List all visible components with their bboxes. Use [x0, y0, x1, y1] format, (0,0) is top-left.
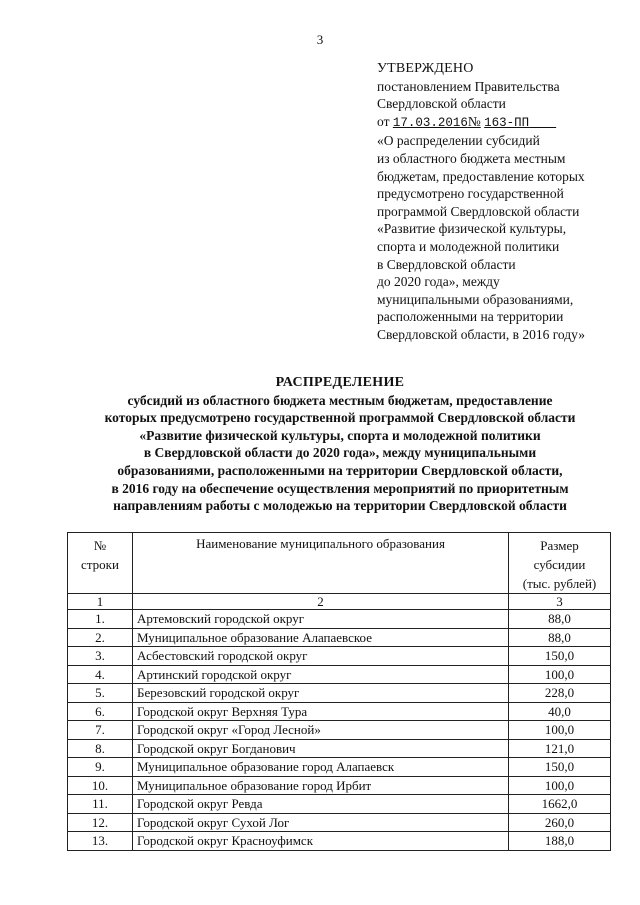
row-number-cell: 10. [68, 776, 133, 795]
column-number-1: 1 [68, 594, 133, 610]
table-row [68, 721, 611, 740]
amount-cell: 260,0 [509, 813, 611, 832]
header-row-number: № строки [68, 533, 133, 594]
approval-body-line: «Развитие физической культуры, [377, 221, 567, 237]
row-number-cell: 6. [68, 702, 133, 721]
approval-date-line [377, 113, 639, 133]
amount-cell: 88,0 [509, 628, 611, 647]
row-number-cell: 3. [68, 647, 133, 666]
row-number-cell: 12. [68, 813, 133, 832]
column-number-2: 2 [133, 594, 509, 610]
row-number-cell: 4. [68, 665, 133, 684]
row-number-cell: 7. [68, 721, 133, 740]
row-number-cell: 5. [68, 684, 133, 703]
municipality-cell: Городской округ Ревда [133, 795, 509, 814]
amount-cell: 150,0 [509, 647, 611, 666]
table-row [68, 739, 611, 758]
municipality-cell: Городской округ Верхняя Тура [133, 702, 509, 721]
table-row [68, 684, 611, 703]
row-number-cell: 2. [68, 628, 133, 647]
title-line: в Свердловской области до 2020 года», между муниципальными [143, 445, 537, 461]
approval-body-line: предусмотрено государственной [377, 186, 564, 202]
amount-cell: 100,0 [509, 776, 611, 795]
page-number: 3 [316, 32, 324, 47]
approval-body-line: спорта и молодежной политики [377, 238, 560, 254]
amount-cell: 150,0 [509, 758, 611, 777]
amount-cell: 100,0 [509, 721, 611, 740]
approval-heading: УТВЕРЖДЕНО [377, 61, 474, 76]
municipality-cell: Муниципальное образование город Ирбит [133, 776, 509, 795]
table-row [68, 776, 611, 795]
municipality-cell: Муниципальное образование Алапаевское [133, 628, 509, 647]
title-line: в 2016 году на обеспечение осуществления мероприятий по приоритетным [111, 480, 569, 496]
title-line: направлениям работы с молодежью на территории Свердловской области [113, 498, 567, 514]
approval-block [377, 60, 639, 344]
approval-body-line: до 2020 года», между [377, 274, 500, 290]
approval-body [377, 132, 639, 343]
approval-date: 17.03.2016 [392, 115, 468, 130]
document-title [60, 374, 620, 515]
municipality-cell: Городской округ «Город Лесной» [133, 721, 509, 740]
amount-cell: 40,0 [509, 702, 611, 721]
approval-line-1: постановлением Правительства [377, 78, 560, 94]
title-line: которых предусмотрено государственной программой Свердловской области [104, 410, 576, 426]
title-subtitle [60, 392, 620, 515]
title-line: субсидий из областного бюджета местным бюджетам, предоставление [127, 392, 553, 408]
row-number-cell: 8. [68, 739, 133, 758]
header-subsidy-amount: Размер субсидии (тыс. рублей) [509, 533, 611, 594]
subsidy-table [67, 532, 611, 851]
municipality-cell: Городской округ Красноуфимск [133, 832, 509, 851]
column-number-3: 3 [509, 594, 611, 610]
approval-line-2: Свердловской области [377, 96, 506, 112]
title-line: образованиями, расположенными на территории Свердловской области, [117, 462, 563, 478]
municipality-cell: Березовский городской округ [133, 684, 509, 703]
approval-body-line: Свердловской области, в 2016 году» [377, 326, 585, 342]
municipality-cell: Артемовский городской округ [133, 610, 509, 629]
table-row [68, 832, 611, 851]
approval-body-line: в Свердловской области [377, 256, 516, 272]
row-number-cell: 1. [68, 610, 133, 629]
table-header-row [68, 533, 611, 594]
table-column-numbers [68, 594, 611, 610]
approval-body-line: из областного бюджета местным [377, 150, 566, 166]
approval-body-line: бюджетам, предоставление которых [377, 168, 585, 184]
title-line: «Развитие физической культуры, спорта и молодежной политики [139, 427, 541, 443]
municipality-cell: Муниципальное образование город Алапаевск [133, 758, 509, 777]
table-row [68, 610, 611, 629]
table-body [68, 610, 611, 851]
amount-cell: 100,0 [509, 665, 611, 684]
header-municipality: Наименование муниципального образования [133, 533, 509, 594]
approval-body-line: расположенными на территории [377, 309, 564, 325]
municipality-cell: Городской округ Богданович [133, 739, 509, 758]
row-number-cell: 11. [68, 795, 133, 814]
approval-body-line: программой Свердловской области [377, 203, 580, 219]
approval-from: от [377, 113, 390, 129]
amount-cell: 121,0 [509, 739, 611, 758]
municipality-cell: Городской округ Сухой Лог [133, 813, 509, 832]
table-row [68, 647, 611, 666]
municipality-cell: Артинский городской округ [133, 665, 509, 684]
amount-cell: 188,0 [509, 832, 611, 851]
approval-number-sign: № [467, 113, 481, 129]
approval-number: 163-ПП [484, 115, 530, 130]
table-row [68, 813, 611, 832]
table-row [68, 665, 611, 684]
municipality-cell: Асбестовский городской округ [133, 647, 509, 666]
table-row [68, 702, 611, 721]
title-main: РАСПРЕДЕЛЕНИЕ [275, 375, 405, 390]
table-row [68, 758, 611, 777]
table-row [68, 795, 611, 814]
amount-cell: 1662,0 [509, 795, 611, 814]
approval-body-line: «О распределении субсидий [377, 133, 540, 149]
amount-cell: 228,0 [509, 684, 611, 703]
approval-body-line: муниципальными образованиями, [377, 291, 574, 307]
row-number-cell: 13. [68, 832, 133, 851]
row-number-cell: 9. [68, 758, 133, 777]
amount-cell: 88,0 [509, 610, 611, 629]
table-row [68, 628, 611, 647]
